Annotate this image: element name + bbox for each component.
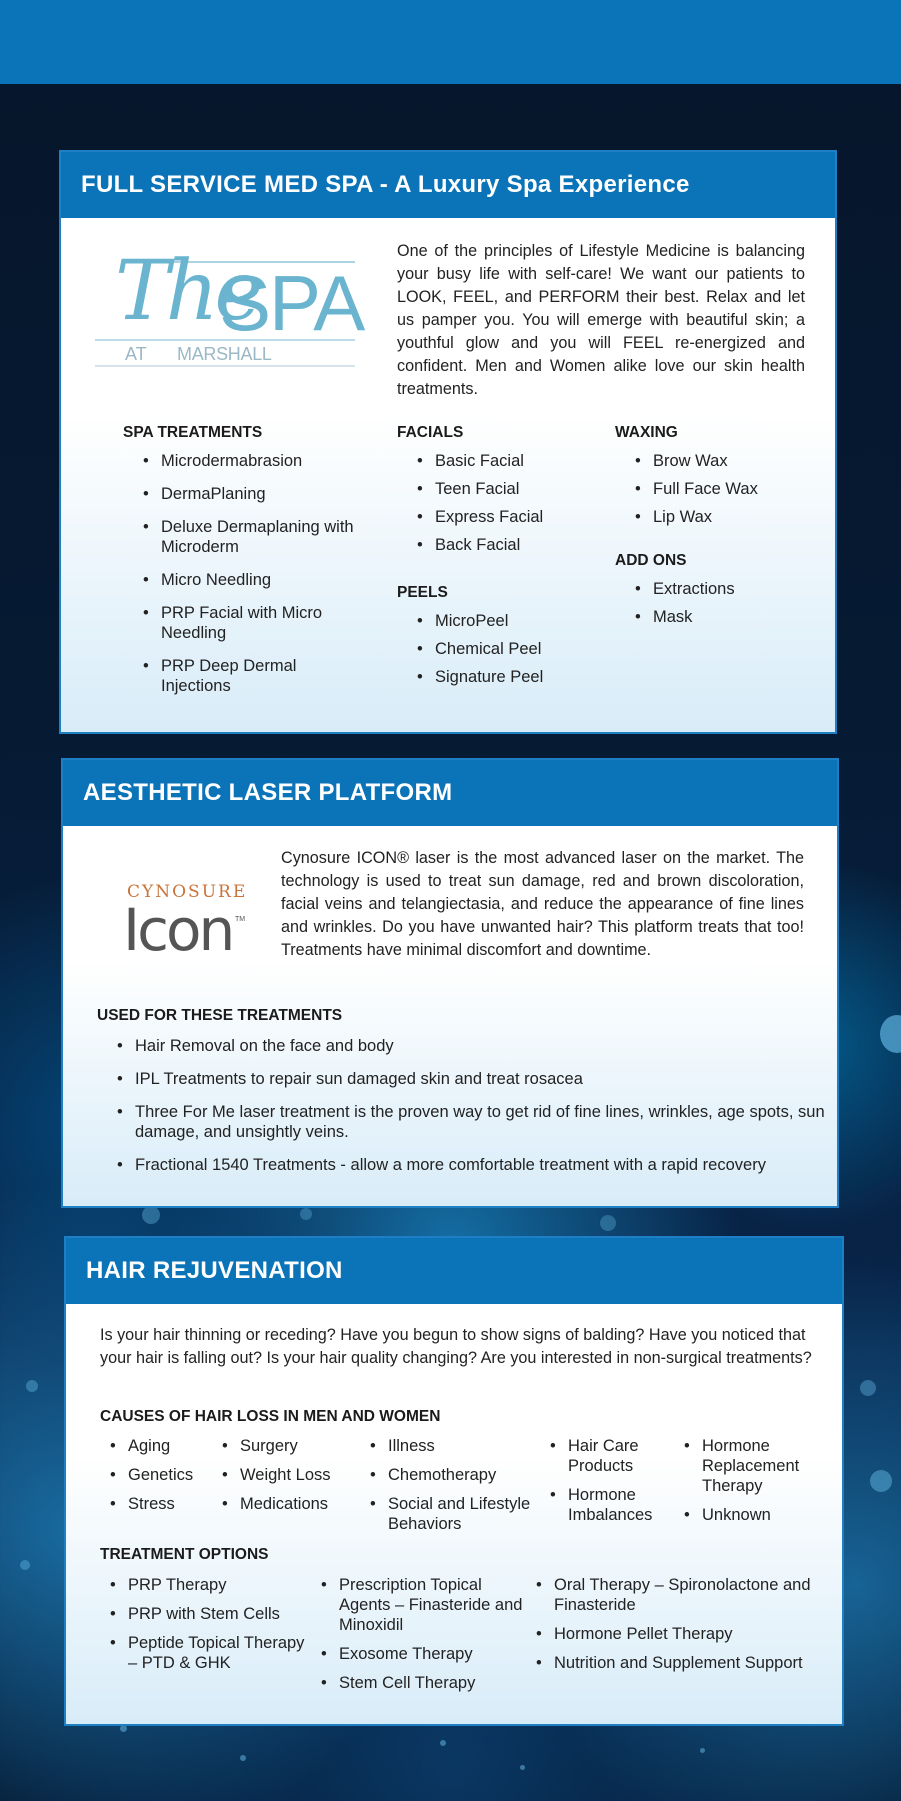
causes-heading: CAUSES OF HAIR LOSS IN MEN AND WOMEN [100, 1408, 441, 1425]
spa-logo-place: MARSHALL [177, 344, 272, 364]
bullet-column [546, 1436, 676, 1534]
list-item: • PRP with Stem Cells [106, 1604, 311, 1624]
list-item: • Hormone Pellet Therapy [532, 1624, 817, 1644]
hair-panel-title: HAIR REJUVENATION [66, 1238, 842, 1304]
list-item: • PRP Therapy [106, 1575, 311, 1595]
list-item: • Express Facial [413, 507, 593, 527]
bullet-column [680, 1436, 830, 1534]
icon-product: Icon [123, 896, 233, 964]
list-item: • Chemical Peel [413, 639, 593, 659]
laser-panel [61, 758, 839, 1208]
list-item: • Stress [106, 1494, 216, 1514]
list-item: • Aging [106, 1436, 216, 1456]
icon-trademark: TM [235, 916, 246, 923]
hair-panel [64, 1236, 844, 1726]
list-item: • Hair Care Products [546, 1436, 676, 1476]
list-item: • Extractions [631, 579, 811, 599]
list-item: • Genetics [106, 1465, 216, 1485]
list-item: • Back Facial [413, 535, 593, 555]
list-item: • Basic Facial [413, 451, 593, 471]
spa-treatments-heading: SPA TREATMENTS [123, 424, 263, 441]
list-item: • PRP Facial with Micro Needling [139, 603, 359, 643]
list-item: • IPL Treatments to repair sun damaged skin and treat rosacea [113, 1069, 825, 1089]
list-item: • Nutrition and Supplement Support [532, 1653, 817, 1673]
bullet-column [106, 1575, 311, 1682]
spa-panel-title: FULL SERVICE MED SPA - A Luxury Spa Experience [61, 152, 835, 218]
list-item: • PRP Deep Dermal Injections [139, 656, 359, 696]
list-item: • Teen Facial [413, 479, 593, 499]
addons-list [631, 579, 811, 635]
cynosure-brand: CYNOSURE [127, 882, 248, 902]
spa-logo-script: The [115, 244, 260, 339]
list-item: • Surgery [218, 1436, 358, 1456]
list-item: • Prescription Topical Agents – Finasteride and Minoxidil [317, 1575, 527, 1635]
list-item: • Full Face Wax [631, 479, 811, 499]
spa-treatments-list [139, 451, 359, 709]
bullet-column [106, 1436, 216, 1523]
spa-logo [85, 232, 363, 384]
list-item: • Signature Peel [413, 667, 593, 687]
list-item: • Deluxe Dermaplaning with Microderm [139, 517, 359, 557]
list-item: • Exosome Therapy [317, 1644, 527, 1664]
facials-list [413, 451, 593, 563]
list-item: • Three For Me laser treatment is the proven way to get rid of fine lines, wrinkles, age spots, sun damage, and unsightly veins. [113, 1102, 825, 1142]
laser-intro: Cynosure ICON® laser is the most advanced laser on the market. The technology is used to treat sun damage, red and brown discoloration, facial veins and telangiectasia, and reduce the appearance of fine lines and wrinkles. Do you have unwanted hair? This platform treats that too! Treatments have minimal discomfort and downtime. [281, 849, 804, 959]
facials-heading: FACIALS [397, 424, 464, 441]
list-item: • MicroPeel [413, 611, 593, 631]
addons-heading: ADD ONS [615, 552, 687, 569]
list-item: • Oral Therapy – Spironolactone and Finasteride [532, 1575, 817, 1615]
bullet-column [218, 1436, 358, 1523]
list-item: • Lip Wax [631, 507, 811, 527]
list-item: • Brow Wax [631, 451, 811, 471]
list-item: • Microdermabrasion [139, 451, 359, 471]
laser-treatments-heading: USED FOR THESE TREATMENTS [97, 1007, 343, 1024]
peels-list [413, 611, 593, 695]
treatment-options-heading: TREATMENT OPTIONS [100, 1546, 269, 1563]
bullet-column [532, 1575, 817, 1682]
cynosure-icon-logo [123, 880, 253, 980]
spa-logo-word: SPA [219, 259, 364, 347]
spa-intro: One of the principles of Lifestyle Medicine is balancing your busy life with self-care! We want our patients to LOOK, FEEL, and PERFORM their best. Relax and let us pamper you. You will emerge with beautiful skin; a youthful glow and you will FEEL re-energized and confident. Men and Women alike love our skin health treatments. [397, 242, 805, 398]
list-item: • DermaPlaning [139, 484, 359, 504]
list-item: • Social and Lifestyle Behaviors [366, 1494, 541, 1534]
bullet-column [317, 1575, 527, 1702]
peels-heading: PEELS [397, 584, 448, 601]
list-item: • Peptide Topical Therapy – PTD & GHK [106, 1633, 311, 1673]
waxing-list [631, 451, 811, 535]
spa-logo-at: AT [125, 344, 147, 364]
list-item: • Hormone Replacement Therapy [680, 1436, 830, 1496]
list-item: • Hormone Imbalances [546, 1485, 676, 1525]
hair-intro: Is your hair thinning or receding? Have you begun to show signs of balding? Have you noticed that your hair is falling out? Is your hair quality changing? Are you interested in non-surgical treatments? [100, 1326, 812, 1367]
top-banner [0, 0, 901, 84]
spa-panel [59, 150, 837, 734]
list-item: • Micro Needling [139, 570, 359, 590]
laser-treatments-list [113, 1036, 825, 1188]
list-item: • Chemotherapy [366, 1465, 541, 1485]
list-item: • Stem Cell Therapy [317, 1673, 527, 1693]
list-item: • Weight Loss [218, 1465, 358, 1485]
list-item: • Fractional 1540 Treatments - allow a more comfortable treatment with a rapid recovery [113, 1155, 825, 1175]
list-item: • Illness [366, 1436, 541, 1456]
bullet-column [366, 1436, 541, 1543]
laser-panel-title: AESTHETIC LASER PLATFORM [63, 760, 837, 826]
list-item: • Mask [631, 607, 811, 627]
list-item: • Medications [218, 1494, 358, 1514]
waxing-heading: WAXING [615, 424, 678, 441]
list-item: • Hair Removal on the face and body [113, 1036, 825, 1056]
list-item: • Unknown [680, 1505, 830, 1525]
